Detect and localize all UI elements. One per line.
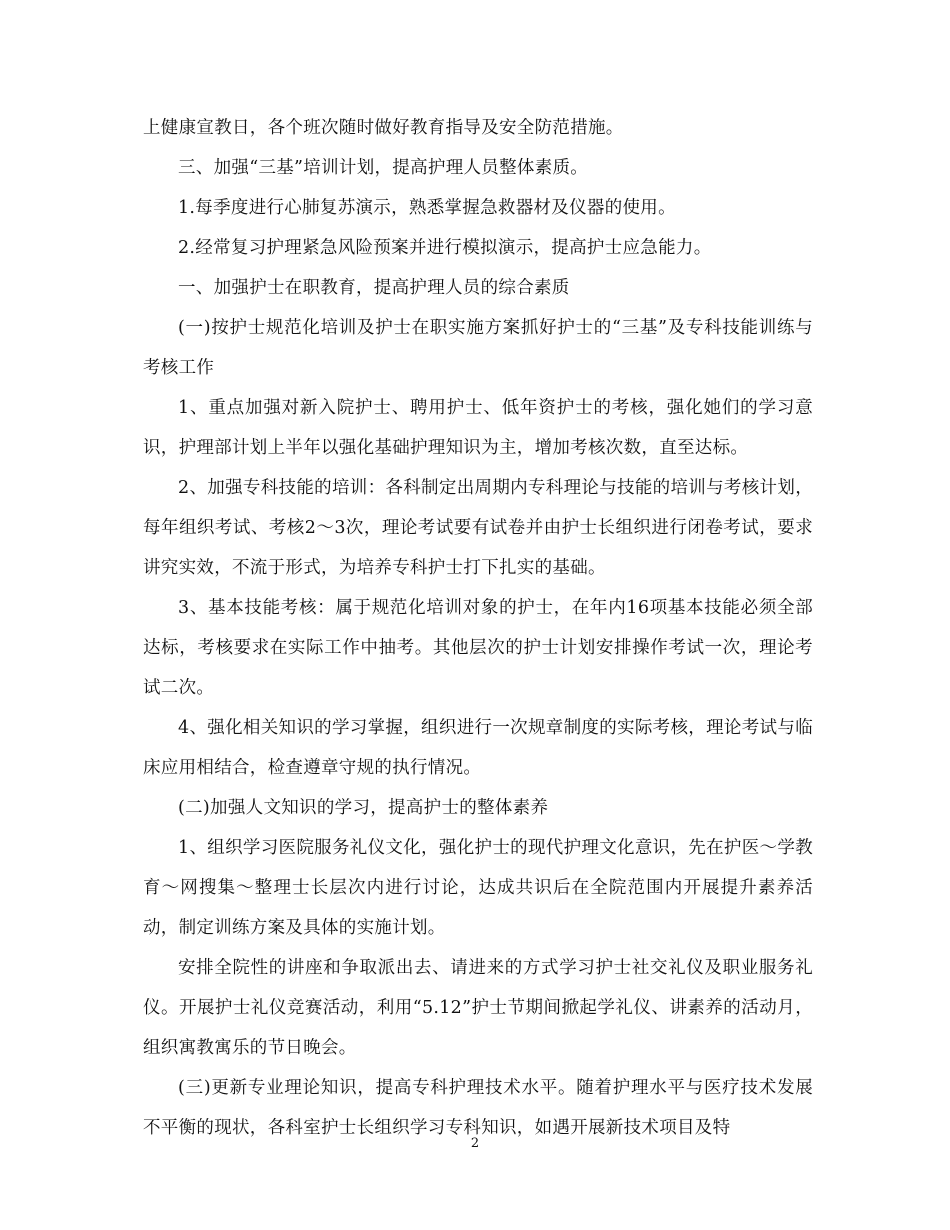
subsection-heading-standardized-training: (一)按护士规范化培训及护士在职实施方案抓好护士的“三基”及专科技能训练与考核工作: [143, 318, 813, 378]
section-heading-in-service-education: 一、加强护士在职教育，提高护理人员的综合素质: [178, 278, 570, 298]
list-item-emergency-plan: 2.经常复习护理紧急风险预案并进行模拟演示，提高护士应急能力。: [178, 238, 712, 258]
subsection-heading-humanities: (二)加强人文知识的学习，提高护士的整体素养: [178, 798, 549, 818]
list-item-cpr-drill: 1.每季度进行心肺复苏演示，熟悉掌握急救器材及仪器的使用。: [178, 198, 676, 218]
paragraph-regulation-assessment: 4、强化相关知识的学习掌握，组织进行一次规章制度的实际考核，理论考试与临床应用相结合，检查遵章守规的执行情况。: [143, 718, 813, 778]
paragraph-basic-skill-assessment: 3、基本技能考核：属于规范化培训对象的护士，在年内16项基本技能必须全部达标，考核要求在实际工作中抽考。其他层次的护士计划安排操作考试一次，理论考试二次。: [143, 598, 813, 698]
paragraph-etiquette-lectures: 安排全院性的讲座和争取派出去、请进来的方式学习护士社交礼仪及职业服务礼仪。开展护士礼仪竞赛活动，利用“5.12”护士节期间掀起学礼仪、讲素养的活动月，组织寓教寓乐的节日晚会。: [143, 958, 813, 1058]
paragraph-specialty-skill-training: 2、加强专科技能的培训：各科制定出周期内专科理论与技能的培训与考核计划，每年组织考试、考核2～3次，理论考试要有试卷并由护士长组织进行闭卷考试，要求讲究实效，不流于形式，为培养专科护士打下扎实的基础。: [143, 478, 813, 578]
paragraph-new-nurse-assessment: 1、重点加强对新入院护士、聘用护士、低年资护士的考核，强化她们的学习意识，护理部计划上半年以强化基础护理知识为主，增加考核次数，直至达标。: [143, 398, 813, 458]
paragraph-continuation: 上健康宣教日，各个班次随时做好教育指导及安全防范措施。: [143, 118, 624, 138]
subsection-heading-professional-theory: (三)更新专业理论知识，提高专科护理技术水平。随着护理水平与医疗技术发展不平衡的现状，各科室护士长组织学习专科知识，如遇开展新技术项目及特: [143, 1078, 813, 1138]
section-heading-three-basics: 三、加强“三基”培训计划，提高护理人员整体素质。: [178, 158, 589, 178]
paragraph-service-etiquette: 1、组织学习医院服务礼仪文化，强化护士的现代护理文化意识，先在护医～学教育～网搜集～整理士长层次内进行讨论，达成共识后在全院范围内开展提升素养活动，制定训练方案及具体的实施计划。: [143, 838, 813, 938]
body-text: [143, 108, 813, 1148]
page-number: 2: [470, 1136, 480, 1151]
